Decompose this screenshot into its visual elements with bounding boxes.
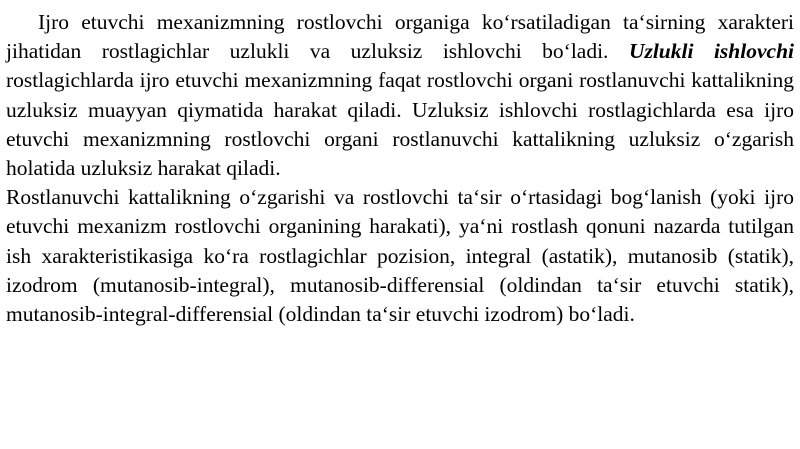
paragraph-regulator-types xyxy=(6,8,794,183)
paragraph-rest: rostlagichlarda ijro etuvchi mexanizmning faqat rostlovchi organi rostlanuvchi kattalikning uzluksiz muayyan qiymatida harakat qiladi. Uzluksiz ishlovchi rostlagichlarda esa ijro etuvchi mexanizmning rostlovchi organi rostlanuvchi kattalikning uzluksiz o‘zgarish holatida uzluksiz harakat qiladi. xyxy=(6,68,794,181)
paragraph-regulation-law: Rostlanuvchi kattalikning o‘zgarishi va rostlovchi ta‘sir o‘rtasidagi bog‘lanish (yoki ijro etuvchi mexanizm rostlovchi organining harakati), ya‘ni rostlash qonuni nazarda tutilgan ish xarakteristikasiga ko‘ra rostlagichlar pozision, integral (astatik), mutanosib (statik), izodrom (mutanosib-integral), mutanosib-differensial (oldindan ta‘sir etuvchi statik), mutanosib-integral-differensial (oldindan ta‘sir etuvchi izodrom) bo‘ladi. xyxy=(6,185,794,327)
paragraph-intro: Ijro etuvchi mexanizmning rostlovchi organiga ko‘rsatiladigan ta‘sirning xarakteri jihatidan rostlagichlar uzlukli va uzluksiz ishlovchi bo‘ladi. xyxy=(6,10,794,64)
document-body xyxy=(6,8,794,329)
emphasis-term: Uzlukli ishlovchi xyxy=(628,39,794,64)
